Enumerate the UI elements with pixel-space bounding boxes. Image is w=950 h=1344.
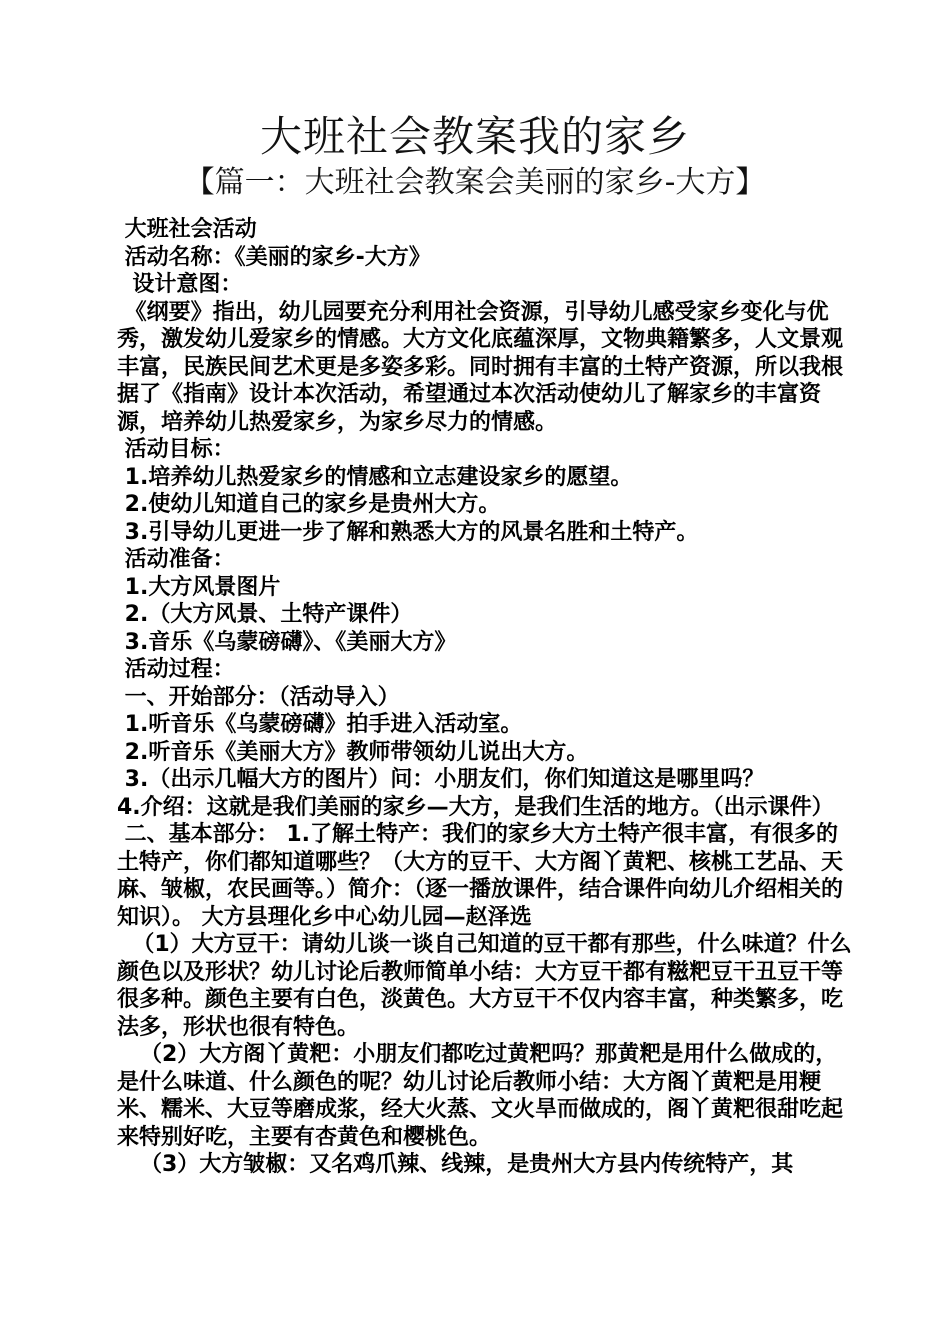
body-paragraph: 3.音乐《乌蒙磅礴》、《美丽大方》 — [117, 629, 457, 655]
body-paragraph: （3）大方皱椒：又名鸡爪辣、线辣，是贵州大方县内传统特产，其 — [117, 1152, 794, 1177]
body-paragraph: 1.培养幼儿热爱家乡的情感和立志建设家乡的愿望。 — [117, 464, 633, 490]
body-paragraph: 4.介绍：这就是我们美丽的家乡—大方，是我们生活的地方。（出示课件） — [117, 794, 834, 820]
body-paragraph: 活动准备： — [117, 547, 235, 572]
body-paragraph: 活动过程： — [117, 657, 235, 682]
body-paragraph: 一、开始部分：（活动导入） — [117, 684, 400, 710]
body-paragraph: 2.听音乐《美丽大方》教师带领幼儿说出大方。 — [117, 739, 589, 765]
body-paragraph: 活动名称：《美丽的家乡-大方》 — [117, 244, 431, 270]
body-paragraph: 2.（大方风景、土特产课件） — [117, 602, 413, 627]
body-paragraph: 二、基本部分： 1.了解土特产：我们的家乡大方土特产很丰富，有很多的土特产，你们都知道哪些？（大方的豆干、大方阁丫黄粑、核桃工艺品、天麻、皱椒，农民画等。）简介：（逐一播放课件，结合课件向幼儿介绍相关的知识）。 大方县理化乡中心幼儿园—赵泽选 — [117, 822, 844, 930]
body-paragraph: 3.引导幼儿更进一步了解和熟悉大方的风景名胜和土特产。 — [117, 519, 699, 545]
body-paragraph: 大班社会活动 — [117, 217, 257, 242]
document-title: 大班社会教案我的家乡 — [259, 112, 690, 161]
body-paragraph: 《纲要》指出，幼儿园要充分利用社会资源，引导幼儿感受家乡变化与优秀，激发幼儿爱家乡的情感。大方文化底蕴深厚，文物典籍繁多，人文景观丰富，民族民间艺术更是多姿多彩。同时拥有丰富的土特产资源，所以我根据了《指南》设计本次活动，希望通过本次活动使幼儿了解家乡的丰富资源，培养幼儿热爱家乡，为家乡尽力的情感。 — [117, 299, 844, 435]
body-paragraph: 3.（出示几幅大方的图片）问：小朋友们，你们知道这是哪里吗？ — [117, 767, 765, 792]
body-paragraph: （1）大方豆干：请幼儿谈一谈自己知道的豆干都有那些，什么味道？什么颜色以及形状？幼儿讨论后教师简单小结：大方豆干都有糍粑豆干丑豆干等很多种。颜色主要有白色，淡黄色。大方豆干不仅内容丰富，种类繁多，吃法多，形状也很有特色。 — [117, 932, 852, 1040]
body-paragraph: 设计意图： — [117, 272, 243, 297]
document-subtitle: 【篇一：大班社会教案会美丽的家乡-大方】 — [184, 165, 766, 200]
body-paragraph: 1.听音乐《乌蒙磅礴》拍手进入活动室。 — [117, 712, 523, 737]
document-body — [117, 216, 852, 1179]
body-paragraph: 活动目标： — [117, 437, 235, 462]
body-paragraph: 2.使幼儿知道自己的家乡是贵州大方。 — [117, 492, 501, 517]
body-paragraph: 1.大方风景图片 — [117, 574, 281, 600]
body-paragraph: （2）大方阁丫黄粑：小朋友们都吃过黄粑吗？那黄粑是用什么做成的，是什么味道、什么颜色的呢？幼儿讨论后教师小结：大方阁丫黄粑是用粳米、糯米、大豆等磨成浆，经大火蒸、文火旱而做成的，阁丫黄粑很甜吃起来特别好吃，主要有杏黄色和樱桃色。 — [117, 1042, 844, 1150]
